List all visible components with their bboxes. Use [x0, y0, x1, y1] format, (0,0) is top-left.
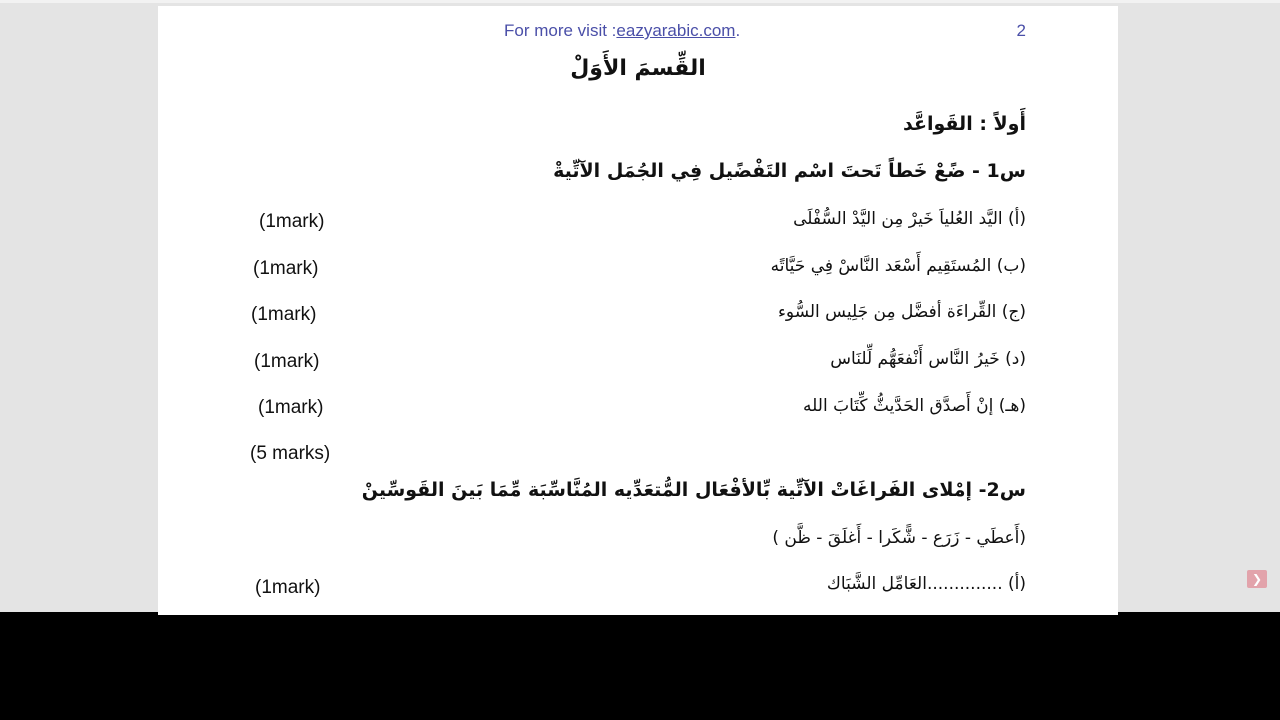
q1-total-mark: (5 marks) — [250, 443, 331, 464]
section-heading: أَولاً : القَواعَّد — [903, 113, 1026, 135]
q1-item-d: (د) خَيرُ النَّاس أَنْفعَهُّم لِّلنَاس — [830, 349, 1026, 369]
q1-item-d-mark: (1mark) — [254, 351, 320, 372]
q2-item-a-mark: (1mark) — [255, 577, 321, 598]
pdf-page — [158, 6, 1118, 615]
q1-item-c: (ج) القِّراءَة أفضَّل مِن جَلِيس السُّوء — [777, 302, 1026, 322]
q1-item-c-mark: (1mark) — [251, 304, 317, 325]
q1-item-a: (أ) اليَّد العُلياَ خَيرْ مِن اليَّدْ السُّفْلَى — [793, 209, 1026, 229]
question-1: س1 - ضًعْ خَطاً تَحتَ اسْم التَفْضًيل فِي الجُمَل الآتِّيةْ — [553, 160, 1026, 182]
page-number: 2 — [1016, 21, 1026, 40]
q1-item-b: (ب) المُستَقِيم أَسْعَد النَّاسْ فِي حَيَّاتًه — [770, 256, 1026, 276]
q1-item-a-mark: (1mark) — [259, 211, 325, 232]
website-link[interactable]: eazyarabic.com — [616, 21, 736, 40]
visit-suffix: . — [735, 21, 741, 40]
q2-item-a: (أ) ..............العَامِّل الشَّبَاك — [826, 574, 1026, 594]
q1-item-e: (هـ) إنْ أَصدَّق الحَدَّيثُّ كِّتَابَ الله — [803, 396, 1026, 416]
page-title: القِّسمَ الأَوَلْ — [570, 56, 706, 81]
visit-prefix: For more visit : — [504, 21, 617, 40]
question-2: س2- إمْلاى الفَراغَاتْ الآتِّية بِّالأفْعَال المُّتعَدِّيه المُنَّاسِّبَة مِّمَا بَينَ القَوسِّينْ — [361, 479, 1026, 501]
q2-choices: (أَعطَي - زَرَع - شًّكَرا - أَغلَقَ - ظَّن ) — [772, 528, 1026, 548]
q1-item-b-mark: (1mark) — [253, 258, 319, 279]
pdf-icon[interactable]: ❯ — [1247, 570, 1267, 588]
q1-item-e-mark: (1mark) — [258, 397, 324, 418]
header-visit-line — [504, 21, 740, 41]
